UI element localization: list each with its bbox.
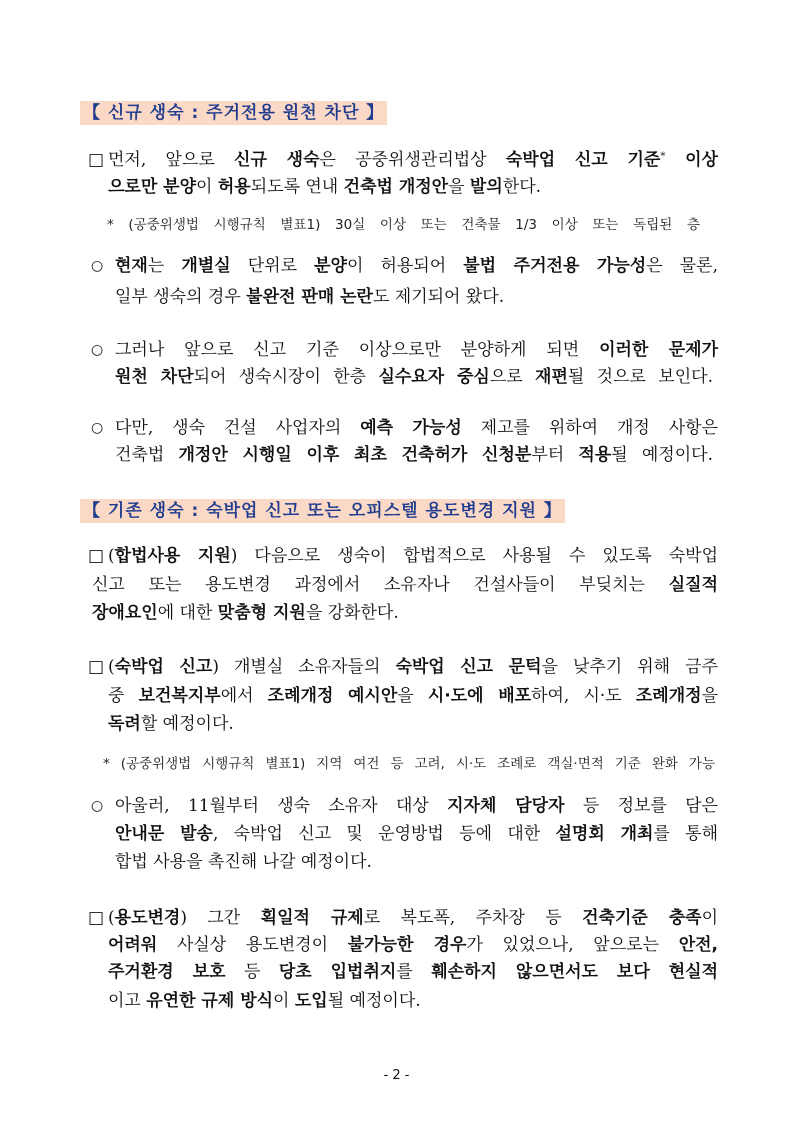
text-run: 사실상 용도변경이 [157, 935, 348, 955]
text-run: 되도록 연내 [250, 177, 344, 197]
bold-text-run: 예측 가능성 [360, 418, 462, 438]
s2-para2-line-1 [108, 653, 718, 681]
bold-text-run: 보건복지부 [138, 686, 221, 706]
s1-bullet1-line-1 [115, 252, 718, 280]
text-run: 그러나 앞으로 신고 기준 이상으로만 분양하게 되면 [115, 340, 600, 360]
bold-text-run: 도입 [294, 991, 328, 1011]
s1-bullet2-line-2 [115, 363, 713, 391]
text-run: 하여, 시·도 [531, 686, 636, 706]
s2-para1-line-1 [108, 542, 718, 570]
bold-text-run: 장애요인 [92, 603, 158, 623]
s2-bullet1-line-2 [115, 820, 718, 848]
text-run: 이고 [108, 991, 147, 1011]
bold-text-run: 건축기준 충족 [582, 908, 702, 928]
text-run: 을 [448, 177, 470, 197]
s1-bullet2-line-1 [115, 336, 718, 364]
text-run: 을 [397, 686, 428, 706]
bold-text-run: 당초 입법취지 [278, 962, 397, 982]
bold-text-run: 숙박업 신고 [114, 657, 213, 677]
square-bullet-marker: □ [88, 657, 105, 677]
text-run: 를 [396, 962, 432, 982]
s1-bullet3-line-2 [115, 441, 713, 469]
bold-text-run: 어려워 [108, 935, 158, 955]
bold-text-run: 개정안 시행일 이후 최초 건축허가 신청분 [178, 445, 532, 465]
text-run: 이 [701, 908, 719, 928]
text-run: ( [108, 546, 115, 566]
s2-para2-line-3 [108, 710, 718, 738]
text-run: 제고를 위하여 개정 사항은 [461, 418, 718, 438]
bold-text-run: 안전, [678, 935, 718, 955]
text-run: 될 것으로 보인다. [567, 367, 713, 387]
bold-text-run: 조례개정 [635, 686, 702, 706]
circle-bullet-marker: ○ [91, 258, 104, 274]
bold-text-run: 유연한 규제 방식 [146, 991, 274, 1011]
text-run: , 숙박업 신고 및 운영방법 등에 대한 [212, 824, 556, 844]
text-run: 가 있었으나, 앞으로는 [466, 935, 679, 955]
s2-bullet1-line-1 [115, 792, 718, 820]
text-run: 등 [225, 962, 279, 982]
text-run: 일부 생숙의 경우 [115, 287, 247, 307]
text-run: 에 대한 [157, 603, 218, 623]
s2-para1-line-2 [92, 571, 718, 599]
bold-text-run: 허용 [217, 177, 251, 197]
bold-text-run: 설명회 개최 [555, 824, 654, 844]
text-run: 신고 또는 용도변경 과정에서 소유자나 건설사들이 부딪치는 [92, 575, 669, 595]
text-run: 를 통해 [653, 824, 719, 844]
bold-text-run: 적용 [578, 445, 612, 465]
circle-bullet-marker: ○ [91, 420, 104, 436]
text-run: 먼저, 앞으로 [108, 150, 235, 170]
text-run: 이 허용되어 [346, 256, 464, 276]
footnote-asterisk: * [660, 151, 666, 162]
section-header-new-units: 【 신규 생숙 : 주거전용 원천 차단 】 [80, 101, 387, 125]
text-run: 부터 [531, 445, 579, 465]
text-run: 으로 [489, 367, 536, 387]
bold-text-run: 불가능한 경우 [347, 935, 467, 955]
text-run: 할 예정이다. [140, 714, 234, 734]
bold-text-run: 건축법 개정안 [343, 177, 449, 197]
text-run: 아울러, 11월부터 생숙 소유자 대상 [115, 796, 448, 816]
bold-text-run: 숙박업 신고 기준 [505, 150, 661, 170]
s2-para3-line-3 [108, 958, 718, 986]
s1-bullet3-line-1 [115, 414, 718, 442]
text-run: 을 낮추기 위해 금주 [541, 657, 718, 677]
text-run: 은 물론, [646, 256, 718, 276]
text-run: 되어 생숙시장이 한층 [193, 367, 379, 387]
circle-bullet-marker: ○ [91, 798, 104, 814]
text-run: 을 강화한다. [305, 603, 399, 623]
section-header-existing-units: 【 기존 생숙 : 숙박업 신고 또는 오피스텔 용도변경 지원 】 [80, 499, 565, 523]
text-run: 에서 [220, 686, 268, 706]
s2-para3-line-4 [108, 987, 718, 1015]
bold-text-run: 조례개정 예시안 [267, 686, 398, 706]
s1-para1-line-1 [108, 146, 718, 174]
bold-text-run: 실질적 [668, 575, 718, 595]
square-bullet-marker: □ [88, 908, 105, 928]
bold-text-run: 이러한 문제가 [599, 340, 718, 360]
text-run: 합법 사용을 촉진해 나갈 예정이다. [115, 852, 372, 872]
bold-text-run: 불완전 판매 논란 [246, 287, 373, 307]
bold-text-run: 현재 [115, 256, 148, 276]
bold-text-run: 이상 [665, 150, 718, 170]
text-run: 등 정보를 담은 [564, 796, 718, 816]
text-run: 는 [147, 256, 182, 276]
s1-para1-line-2 [108, 173, 718, 201]
bold-text-run: 합법사용 지원 [114, 546, 231, 566]
s2-para3-line-1 [108, 904, 718, 932]
text-run: 단위로 [230, 256, 315, 276]
bold-text-run: 독려 [108, 714, 141, 734]
bold-text-run: 개별실 [181, 256, 231, 276]
bold-text-run: 안내문 발송 [115, 824, 213, 844]
bold-text-run: 획일적 규제 [260, 908, 364, 928]
s2-para1-line-3 [92, 599, 718, 627]
text-run: ( [108, 657, 115, 677]
square-bullet-marker: □ [88, 150, 105, 170]
text-run: 이 [273, 991, 295, 1011]
bold-text-run: 용도변경 [114, 908, 181, 928]
text-run: 이 [196, 177, 218, 197]
bold-text-run: 지자체 담당자 [447, 796, 565, 816]
bold-text-run: 시·도에 배포 [427, 686, 532, 706]
text-run: 다만, 생숙 건설 사업자의 [115, 418, 361, 438]
circle-bullet-marker: ○ [91, 342, 104, 358]
footnote: * (공중위생법 시행규칙 별표1) 지역 여건 등 고려, 시·도 조례로 객실·면적 기준 완화 가능 [103, 756, 715, 772]
bold-text-run: 으로만 분양 [108, 177, 197, 197]
text-run: 을 [701, 686, 718, 706]
s2-para3-line-2 [108, 931, 718, 959]
bold-text-run: 분양 [314, 256, 347, 276]
text-run: 한다. [502, 177, 542, 197]
square-bullet-marker: □ [88, 546, 105, 566]
bold-text-run: 재편 [535, 367, 568, 387]
bold-text-run: 발의 [469, 177, 503, 197]
text-run: ) 개별실 소유자들의 [212, 657, 396, 677]
text-run: 건축법 [115, 445, 179, 465]
text-run: 도 제기되어 왔다. [372, 287, 505, 307]
s2-bullet1-line-3 [115, 848, 718, 876]
s2-para2-line-2 [108, 682, 718, 710]
text-run: ) 그간 [180, 908, 261, 928]
bold-text-run: 훼손하지 않으면서도 보다 현실적 [431, 962, 719, 982]
text-run: 중 [108, 686, 139, 706]
text-run: ( [108, 908, 115, 928]
bold-text-run: 주거환경 보호 [108, 962, 226, 982]
bold-text-run: 맞춤형 지원 [217, 603, 306, 623]
bold-text-run: 원천 차단 [115, 367, 194, 387]
text-run: ) 다음으로 생숙이 합법적으로 사용될 수 있도록 숙박업 [230, 546, 719, 566]
text-run: 로 복도폭, 주차장 등 [363, 908, 583, 928]
text-run: 은 공중위생관리법상 [319, 150, 506, 170]
bold-text-run: 숙박업 신고 문턱 [395, 657, 542, 677]
footnote: * (공중위생법 시행규칙 별표1) 30실 이상 또는 건축물 1/3 이상 또는 독립된 층 [107, 217, 700, 233]
bold-text-run: 불법 주거전용 가능성 [463, 256, 647, 276]
text-run: 될 예정이다. [611, 445, 713, 465]
s1-bullet1-line-2 [115, 283, 718, 311]
bold-text-run: 실수요자 중심 [378, 367, 490, 387]
bold-text-run: 신규 생숙 [234, 150, 320, 170]
text-run: 될 예정이다. [327, 991, 421, 1011]
page-number: - 2 - [383, 1068, 410, 1083]
